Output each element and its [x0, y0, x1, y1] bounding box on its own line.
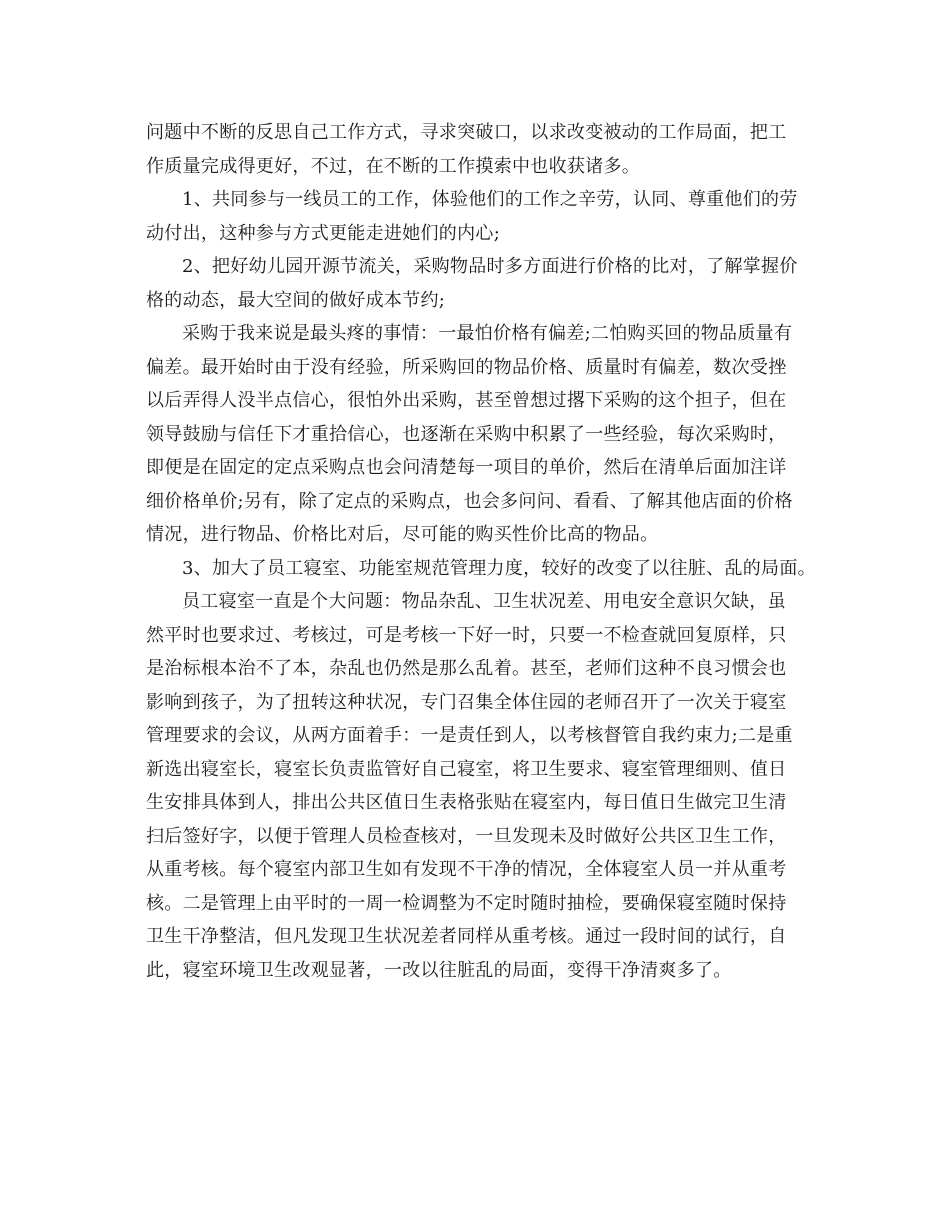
text-line: 员工寝室一直是个大问题：物品杂乱、卫生状况差、用电安全意识欠缺，虽	[182, 591, 786, 612]
text-line: 管理要求的会议，从两方面着手：一是责任到人，以考核督管自我约束力;二是重	[146, 725, 793, 746]
text-line: 以后弄得人没半点信心，很怕外出采购，甚至曾想过撂下采购的这个担子，但在	[146, 390, 787, 411]
text-line: 然平时也要求过、考核过，可是考核一下好一时，只要一不检查就回复原样，只	[146, 624, 787, 646]
text-line: 2、把好幼儿园开源节流关，采购物品时多方面进行价格的比对，了解掌握价	[182, 256, 798, 277]
text-line: 影响到孩子，为了扭转这种状况，专门召集全体住园的老师召开了一次关于寝室	[146, 691, 787, 713]
text-line: 作质量完成得更好，不过，在不断的工作摸索中也收获诸多。	[146, 155, 641, 177]
text-line: 偏差。最开始时由于没有经验，所采购回的物品价格、质量时有偏差，数次受挫	[146, 356, 787, 378]
text-line: 情况，进行物品、价格比对后，尽可能的购买性价比高的物品。	[146, 524, 659, 545]
text-line: 即便是在固定的定点采购点也会问清楚每一项目的单价，然后在清单后面加注详	[146, 457, 787, 478]
text-line: 此，寝室环境卫生改观显著，一改以往脏乱的局面，变得干净清爽多了。	[146, 959, 732, 981]
text-line: 是治标根本治不了本，杂乱也仍然是那么乱着。甚至，老师们这种不良习惯会也	[146, 658, 787, 679]
text-line: 3、加大了员工寝室、功能室规范管理力度，较好的改变了以往脏、乱的局面。	[182, 557, 816, 579]
text-line: 从重考核。每个寝室内部卫生如有发现不干净的情况，全体寝室人员一并从重考	[146, 859, 787, 880]
text-line: 新选出寝室长，寝室长负责监管好自己寝室，将卫生要求、寝室管理细则、值日	[146, 758, 787, 780]
text-line: 采购于我来说是最头疼的事情：一最怕价格有偏差;二怕购买回的物品质量有	[182, 323, 793, 344]
text-line: 问题中不断的反思自己工作方式，寻求突破口，以求改变被动的工作局面，把工	[146, 122, 787, 143]
text-line: 细价格单价;另有，除了定点的采购点，也会多问问、看看、了解其他店面的价格	[146, 490, 793, 512]
text-line: 1、共同参与一线员工的工作，体验他们的工作之辛劳，认同、尊重他们的劳	[182, 189, 798, 210]
document-body	[146, 116, 826, 987]
text-line: 扫后签好字，以便于管理人员检查核对，一旦发现未及时做好公共区卫生工作，	[146, 825, 787, 847]
text-line: 生安排具体到人，排出公共区值日生表格张贴在寝室内，每日值日生做完卫生清	[146, 792, 787, 813]
text-line: 领导鼓励与信任下才重拾信心，也逐渐在采购中积累了一些经验，每次采购时，	[146, 423, 787, 445]
text-line: 格的动态，最大空间的做好成本节约;	[146, 289, 446, 311]
text-line: 动付出，这种参与方式更能走进她们的内心;	[146, 222, 501, 244]
text-line: 卫生干净整洁，但凡发现卫生状况差者同样从重考核。通过一段时间的试行，自	[146, 926, 787, 947]
text-line: 核。二是管理上由平时的一周一检调整为不定时随时抽检，要确保寝室随时保持	[146, 892, 787, 914]
